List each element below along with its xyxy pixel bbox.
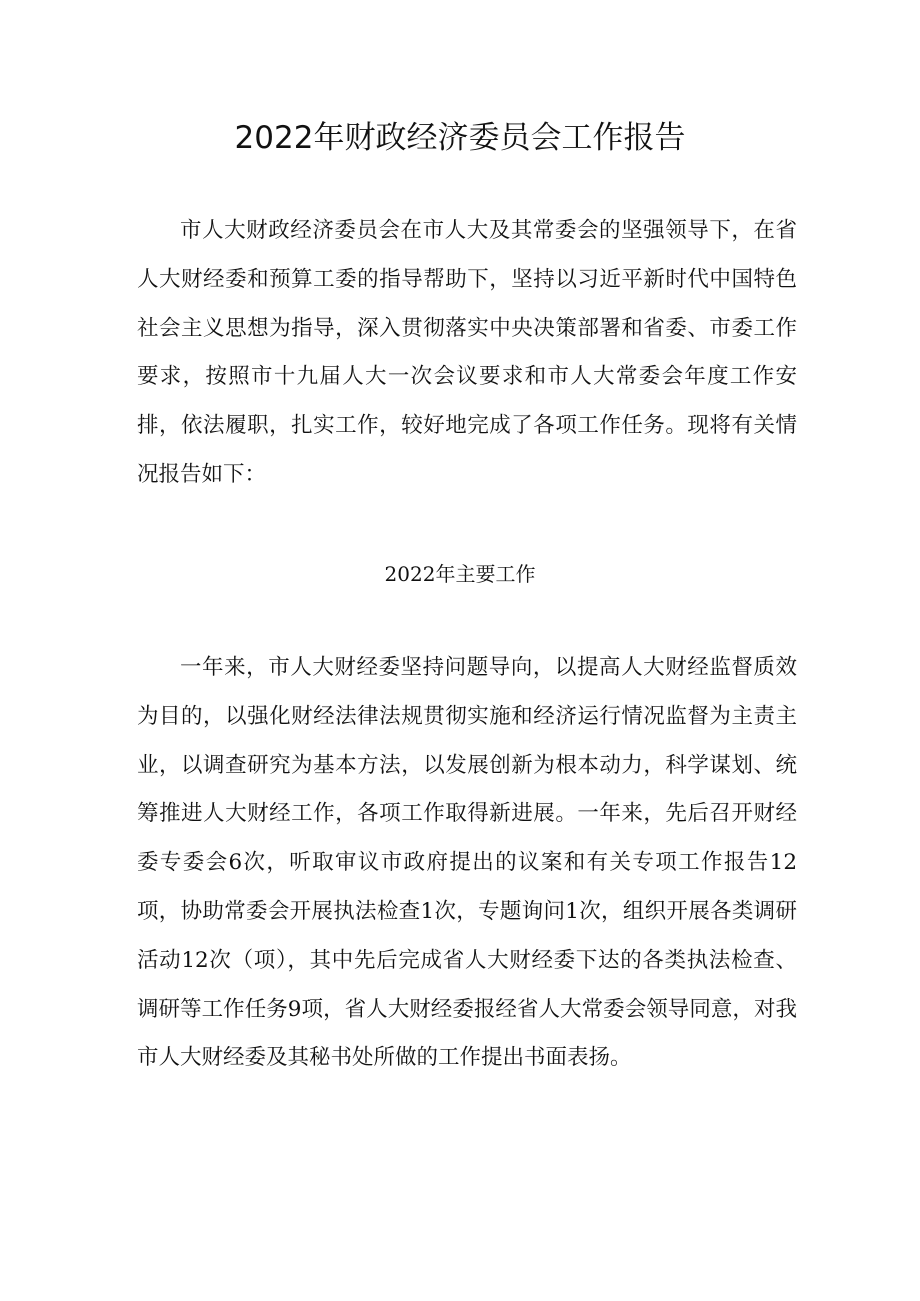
section-heading: 2022年主要工作 (384, 562, 536, 586)
section-paragraph: 一年来，市人大财经委坚持问题导向，以提高人大财经监督质效为目的，以强化财经法律法规贯彻实施和经济运行情况监督为主责主业，以调查研究为基本方法，以发展创新为根本动力，科学谋划、统筹推进人大财经工作，各项工作取得新进展。一年来，先后召开财经委专委会6次，听取审议市政府提出的议案和有关专项工作报告12项，协助常委会开展执法检查1次，专题询问1次，组织开展各类调研活动12次（项），其中先后完成省人大财经委下达的各类执法检查、调研等工作任务9项，省人大财经委报经省人大常委会领导同意，对我市人大财经委及其秘书处所做的工作提出书面表扬。 (137, 655, 797, 1071)
intro-paragraph: 市人大财政经济委员会在市人大及其常委会的坚强领导下，在省人大财经委和预算工委的指导帮助下，坚持以习近平新时代中国特色社会主义思想为指导，深入贯彻落实中央决策部署和省委、市委工作要求，按照市十九届人大一次会议要求和市人大常委会年度工作安排，依法履职，扎实工作，较好地完成了各项工作任务。现将有关情况报告如下： (137, 218, 797, 487)
document-title: 2022年财政经济委员会工作报告 (234, 120, 686, 156)
